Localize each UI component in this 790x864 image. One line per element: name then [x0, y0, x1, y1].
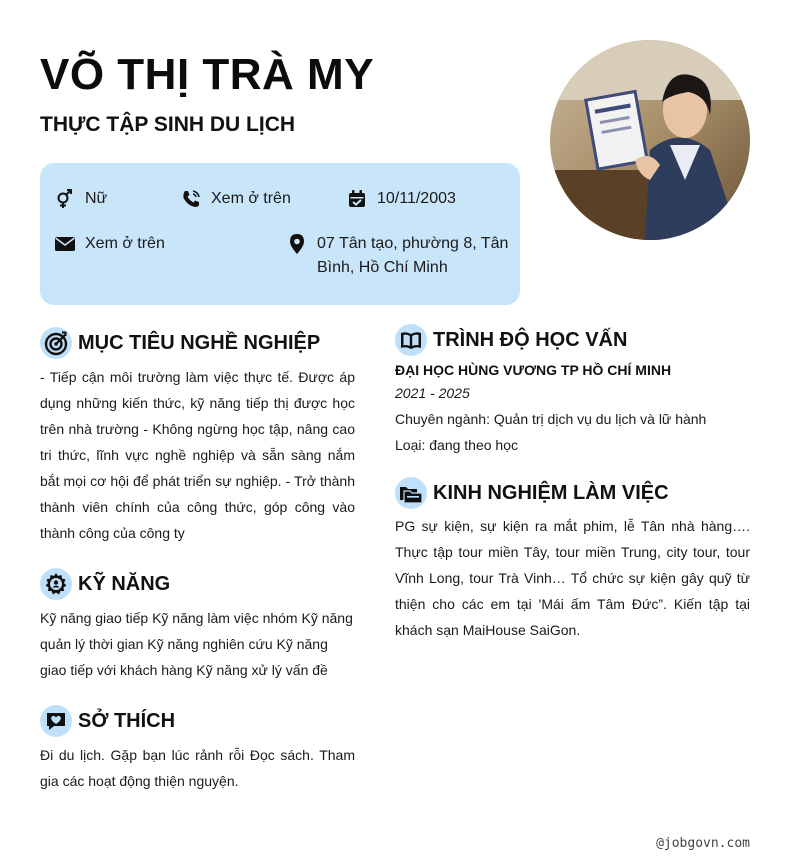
calendar-icon: [346, 187, 368, 211]
phone-info: [180, 187, 291, 211]
skills-title: KỸ NĂNG: [78, 572, 171, 595]
birthday-value: 10/11/2003: [377, 190, 456, 207]
candidate-role: THỰC TẬP SINH DU LỊCH: [40, 113, 296, 136]
address-info: [286, 232, 510, 280]
education-major: Chuyên ngành: Quản trị dịch vụ du lịch và lữ hành: [395, 411, 707, 427]
experience-text: PG sự kiện, sự kiện ra mắt phim, lễ Tân nhà hàng…. Thực tập tour miền Tây, tour miền Trung, city tour, tour Vĩnh Long, tour Trà Vinh… Tổ chức sự kiện gây quỹ từ thiện cho các em tại 'Mái ấm Tâm Đức”. Kiến tập tại khách sạn MaiHouse SaiGon.: [395, 518, 750, 638]
phone-value: Xem ở trên: [211, 190, 291, 207]
watermark: @jobgovn.com: [656, 836, 750, 851]
gender-value: Nữ: [85, 190, 108, 207]
skills-text: Kỹ năng giao tiếp Kỹ năng làm việc nhóm Kỹ năng quản lý thời gian Kỹ năng nghiên cứu Kỹ năng giao tiếp với khách hàng Kỹ năng xử lý vấn đề: [40, 610, 353, 678]
objective-text: - Tiếp cận môi trường làm việc thực tế. Được áp dụng những kiến thức, kỹ năng tiếp thị được học trên nhà trường - Không ngừng học tập, nâng cao tri thức, lĩnh vực nghề nghiệp và sẵn sàng nắm bắt mọi cơ hội để phát triển sự nghiệp. - Trở thành thành viên chính của công thức, góp công vào thành công của công ty: [40, 369, 355, 541]
folders-icon: [395, 477, 427, 509]
profile-photo: [550, 40, 750, 240]
envelope-icon: [54, 232, 76, 256]
skills-heading: [40, 568, 170, 600]
experience-title: KINH NGHIỆM LÀM VIỆC: [433, 481, 669, 504]
gear-user-icon: [40, 568, 72, 600]
location-pin-icon: [286, 232, 308, 256]
heart-message-icon: [40, 705, 72, 737]
candidate-name: VÕ THỊ TRÀ MY: [40, 50, 375, 99]
email-value: Xem ở trên: [85, 235, 165, 252]
address-value: 07 Tân tạo, phường 8, Tân Bình, Hồ Chí Minh: [317, 235, 509, 276]
book-icon: [395, 324, 427, 356]
education-title: TRÌNH ĐỘ HỌC VẤN: [433, 328, 628, 351]
gender-info: [54, 187, 107, 211]
gender-icon: [54, 187, 76, 211]
education-status: Loại: đang theo học: [395, 437, 518, 453]
target-icon: [40, 327, 72, 359]
education-heading: [395, 324, 627, 356]
objective-heading: [40, 327, 320, 359]
phone-icon: [180, 187, 202, 211]
school-name: ĐẠI HỌC HÙNG VƯƠNG TP HỒ CHÍ MINH: [395, 362, 672, 378]
hobbies-title: SỞ THÍCH: [78, 709, 176, 732]
birthday-info: [346, 187, 456, 211]
email-info: [54, 232, 165, 256]
experience-heading: [395, 477, 669, 509]
education-years: 2021 - 2025: [395, 385, 470, 401]
hobbies-text: Đi du lịch. Gặp bạn lúc rảnh rỗi Đọc sách. Tham gia các hoạt động thiện nguyện.: [40, 747, 355, 789]
hobbies-heading: [40, 705, 175, 737]
objective-title: MỤC TIÊU NGHỀ NGHIỆP: [78, 331, 321, 354]
